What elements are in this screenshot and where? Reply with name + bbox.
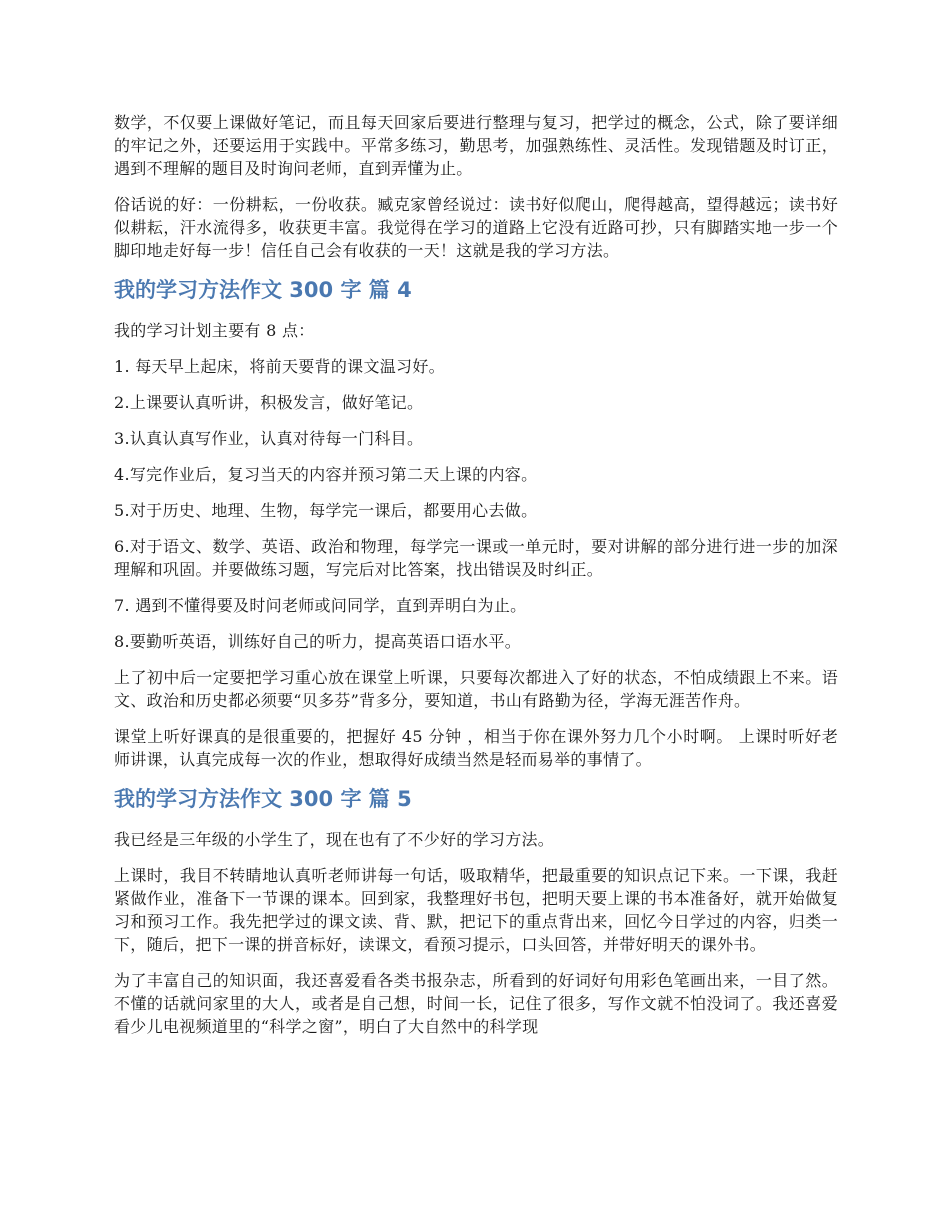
plan-intro: 我的学习计划主要有 8 点： <box>114 321 315 340</box>
section-heading-4: 我的学习方法作文 300 字 篇 4 <box>114 278 412 302</box>
plan-item-6: 6.对于语文、数学、英语、政治和物理，每学完一课或一单元时，要对讲解的部分进行进一步的加深理解和巩固。并要做练习题，写完后对比答案，找出错误及时纠正。 <box>114 537 838 579</box>
paragraph-middle-school: 上了初中后一定要把学习重心放在课堂上听课，只要每次都进入了好的状态，不怕成绩跟上不来。语文、政治和历史都必须要“贝多芬”背多分，要知道，书山有路勤为径，学海无涯苦作舟。 <box>114 668 838 710</box>
paragraph-in-class: 上课时，我目不转睛地认真听老师讲每一句话，吸取精华，把最重要的知识点记下来。一下课，我赶紧做作业，准备下一节课的课本。回到家，我整理好书包，把明天要上课的书本准备好，就开始做复习和预习工作。我先把学过的课文读、背、默，把记下的重点背出来，回忆今日学过的内容，归类一下，随后，把下一课的拼音标好，读课文，看预习提示，口头回答，并带好明天的课外书。 <box>114 866 838 954</box>
paragraph-proverb: 俗话说的好：一份耕耘，一份收获。臧克家曾经说过：读书好似爬山，爬得越高，望得越远；读书好似耕耘，汗水流得多，收获更丰富。我觉得在学习的道路上它没有近路可抄，只有脚踏实地一步一个脚印地走好每一步！信任自己会有收获的一天！这就是我的学习方法。 <box>114 195 838 260</box>
plan-item-5: 5.对于历史、地理、生物，每学完一课后，都要用心去做。 <box>114 501 538 520</box>
plan-item-8: 8.要勤听英语，训练好自己的听力，提高英语口语水平。 <box>114 632 522 651</box>
paragraph-math-review: 数学，不仅要上课做好笔记，而且每天回家后要进行整理与复习，把学过的概念，公式，除了要详细的牢记之外，还要运用于实践中。平常多练习，勤思考，加强熟练性、灵活性。发现错题及时订正，遇到不理解的题目及时询问老师，直到弄懂为止。 <box>114 113 838 178</box>
section-heading-5: 我的学习方法作文 300 字 篇 5 <box>114 787 412 811</box>
plan-item-1: 1. 每天早上起床，将前天要背的课文温习好。 <box>114 357 445 376</box>
plan-item-3: 3.认真认真写作业，认真对待每一门科目。 <box>114 429 424 448</box>
plan-item-4: 4.写完作业后，复习当天的内容并预习第二天上课的内容。 <box>114 465 538 484</box>
paragraph-third-grade: 我已经是三年级的小学生了，现在也有了不少好的学习方法。 <box>114 830 555 849</box>
paragraph-reading: 为了丰富自己的知识面，我还喜爱看各类书报杂志，所看到的好词好句用彩色笔画出来，一目了然。不懂的话就问家里的大人，或者是自己想，时间一长，记住了很多，写作文就不怕没词了。我还喜爱看少儿电视频道里的“科学之窗”，明白了大自然中的科学现 <box>114 971 838 1036</box>
document-page <box>114 111 838 1051</box>
plan-item-2: 2.上课要认真听讲，积极发言，做好笔记。 <box>114 393 424 412</box>
plan-item-7: 7. 遇到不懂得要及时问老师或问同学，直到弄明白为止。 <box>114 596 527 615</box>
paragraph-classroom: 课堂上听好课真的是很重要的，把握好 45 分钟 ，相当于你在课外努力几个小时啊。 上课时听好老师讲课，认真完成每一次的作业，想取得好成绩当然是轻而易举的事情了。 <box>114 727 838 769</box>
